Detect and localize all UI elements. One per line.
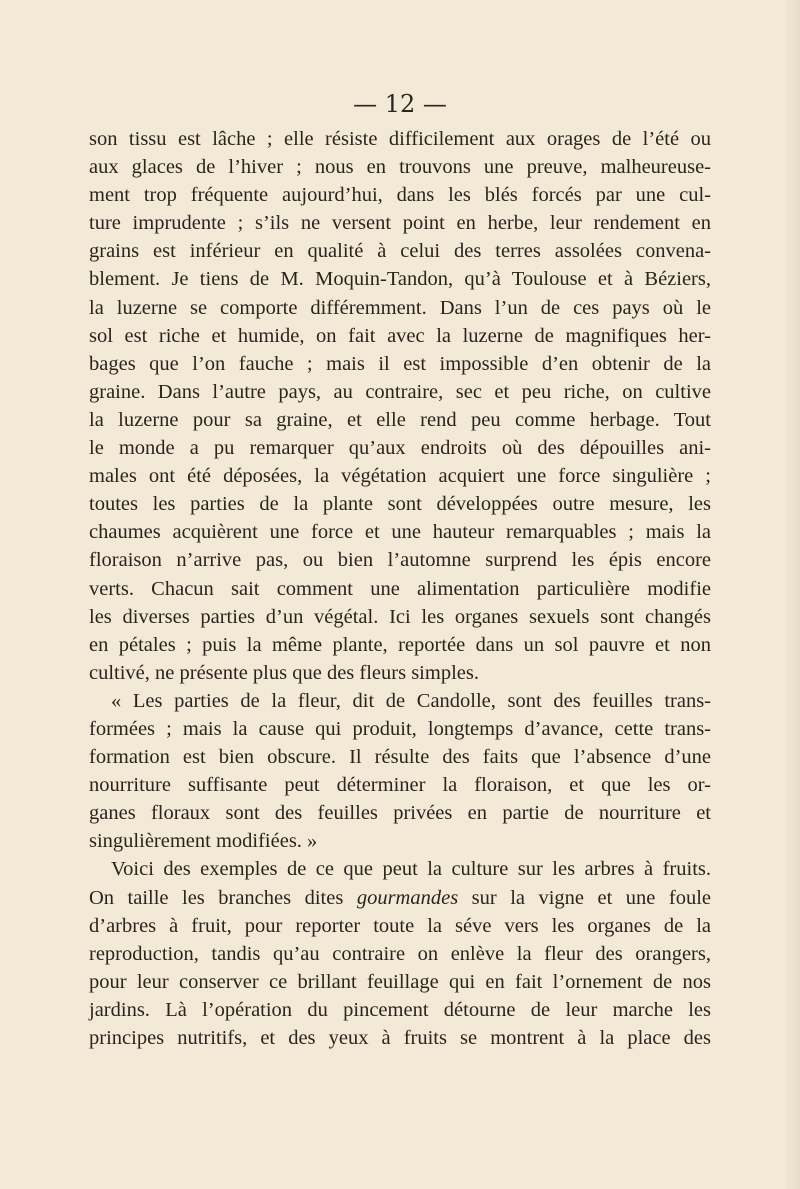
text-line: aux glaces de l’hiver ; nous en trouvons une preuve, malheureuse- bbox=[89, 156, 711, 179]
page-edge-shadow bbox=[786, 0, 800, 1189]
text-line-with-italic bbox=[89, 884, 711, 912]
text-line: « Les parties de la fleur, dit de Candolle, sont des feuilles trans- bbox=[111, 689, 711, 712]
text-segment: On taille les branches dites bbox=[89, 886, 357, 909]
text-line: bages que l’on fauche ; mais il est impossible d’en obtenir de la bbox=[89, 352, 711, 375]
text-segment: sur la vigne et une foule bbox=[458, 886, 711, 909]
text-line: graine. Dans l’autre pays, au contraire, sec et peu riche, on cultive bbox=[89, 380, 711, 403]
text-line: blement. Je tiens de M. Moquin-Tandon, qu’à Toulouse et à Béziers, bbox=[89, 268, 711, 291]
text-line: nourriture suffisante peut déterminer la floraison, et que les or- bbox=[89, 774, 711, 797]
text-line: Voici des exemples de ce que peut la culture sur les arbres à fruits. bbox=[111, 858, 711, 881]
text-line: jardins. Là l’opération du pincement détourne de leur marche les bbox=[89, 998, 711, 1021]
text-line: les diverses parties d’un végétal. Ici les organes sexuels sont changés bbox=[89, 605, 711, 628]
text-line: singulièrement modifiées. » bbox=[89, 830, 318, 853]
text-line: ture imprudente ; s’ils ne versent point en herbe, leur rendement en bbox=[89, 212, 711, 235]
text-line: ganes floraux sont des feuilles privées en partie de nourriture et bbox=[89, 802, 711, 825]
text-line: formation est bien obscure. Il résulte des faits que l’absence d’une bbox=[89, 746, 711, 769]
text-line: pour leur conserver ce brillant feuillage qui en fait l’ornement de nos bbox=[89, 970, 711, 993]
text-line: son tissu est lâche ; elle résiste difficilement aux orages de l’été ou bbox=[89, 128, 711, 150]
text-line: la luzerne se comporte différemment. Dans l’un de ces pays où le bbox=[89, 296, 711, 319]
page-number: — 12 — bbox=[353, 90, 447, 118]
text-line: le monde a pu remarquer qu’aux endroits où des dépouilles ani- bbox=[89, 437, 711, 460]
text-line: floraison n’arrive pas, ou bien l’automne surprend les épis encore bbox=[89, 549, 711, 572]
italic-term: gourmandes bbox=[356, 886, 459, 909]
text-line: chaumes acquièrent une force et une hauteur remarquables ; mais la bbox=[89, 521, 711, 544]
body-text bbox=[89, 125, 711, 1052]
text-line: sol est riche et humide, on fait avec la luzerne de magnifiques her- bbox=[89, 324, 711, 347]
text-line: ment trop fréquente aujourd’hui, dans les blés forcés par une cul- bbox=[89, 184, 711, 207]
text-line: la luzerne pour sa graine, et elle rend peu comme herbage. Tout bbox=[89, 408, 711, 431]
text-line: toutes les parties de la plante sont développées outre mesure, les bbox=[89, 493, 711, 516]
text-line: formées ; mais la cause qui produit, longtemps d’avance, cette trans- bbox=[89, 717, 711, 740]
text-line: en pétales ; puis la même plante, reportée dans un sol pauvre et non bbox=[89, 633, 711, 656]
text-line: verts. Chacun sait comment une alimentation particulière modifie bbox=[89, 577, 711, 600]
text-line: cultivé, ne présente plus que des fleurs simples. bbox=[89, 661, 479, 684]
text-line: d’arbres à fruit, pour reporter toute la séve vers les organes de la bbox=[89, 914, 711, 937]
text-line: principes nutritifs, et des yeux à fruits se montrent à la place des bbox=[89, 1027, 711, 1049]
text-line: males ont été déposées, la végétation acquiert une force singulière ; bbox=[89, 465, 711, 488]
text-line: reproduction, tandis qu’au contraire on enlève la fleur des orangers, bbox=[89, 942, 711, 965]
text-line: grains est inférieur en qualité à celui des terres assolées convena- bbox=[89, 240, 711, 263]
